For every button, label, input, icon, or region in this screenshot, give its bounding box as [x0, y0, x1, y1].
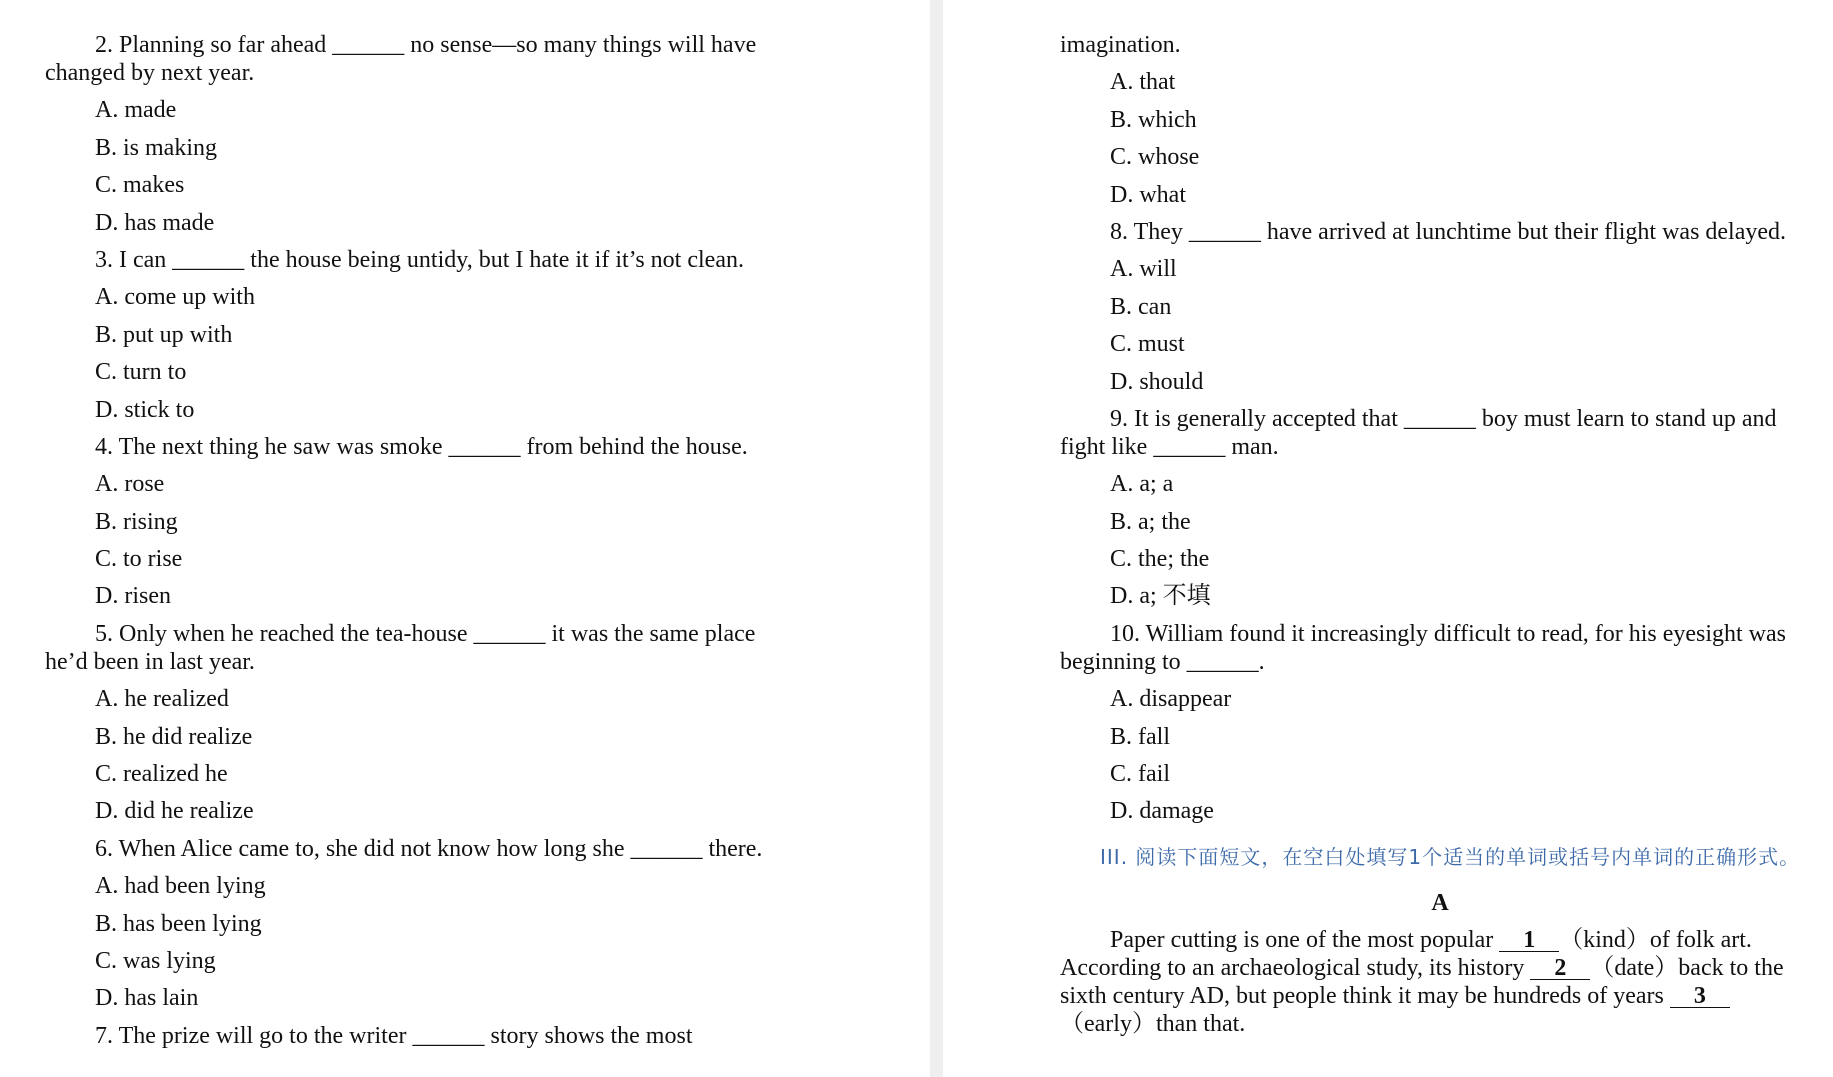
question-5-option-c: C. realized he	[95, 761, 228, 788]
blank-2: 2	[1530, 957, 1590, 980]
question-7-option-b: B. which	[1110, 106, 1197, 133]
left-page-content	[45, 31, 905, 1059]
question-8-option-b: B. can	[1110, 293, 1172, 320]
question-3-option-c: C. turn to	[95, 359, 187, 386]
right-page	[943, 0, 1833, 1077]
passage-line-3	[1060, 982, 1820, 1010]
question-4-option-d: D. risen	[95, 583, 171, 610]
question-7-option-d: D. what	[1110, 181, 1186, 208]
passage-line-1	[1060, 926, 1820, 954]
question-4-option-c: C. to rise	[95, 546, 183, 573]
question-3-option-d: D. stick to	[95, 396, 195, 423]
question-4-stem-line-1: 4. The next thing he saw was smoke ______ from behind the house.	[95, 433, 748, 460]
blank-1: 1	[1499, 929, 1559, 952]
question-10-stem-line-1: 10. William found it increasingly difficult to read, for his eyesight was	[1110, 620, 1787, 647]
question-6-option-b: B. has been lying	[95, 910, 262, 937]
question-9-option-d: D. a; 不填	[1110, 583, 1211, 610]
passage-line-2-text: According to an archaeological study, its history	[1060, 954, 1531, 981]
question-8-option-d: D. should	[1110, 368, 1204, 395]
question-3-stem-line-1: 3. I can ______ the house being untidy, but I hate it if it’s not clean.	[95, 246, 744, 273]
question-4-option-a: A. rose	[95, 471, 165, 498]
question-7-stem	[45, 1022, 905, 1050]
question-8-option-a: A. will	[1110, 256, 1177, 283]
question-3-option-a: A. come up with	[95, 284, 255, 311]
blank-3: 3	[1670, 985, 1730, 1008]
passage-title: A	[1431, 889, 1449, 916]
question-5-option-d: D. did he realize	[95, 798, 254, 825]
question-9-option-a: A. a; a	[1110, 471, 1174, 498]
question-5-option-a: A. he realized	[95, 686, 229, 713]
question-9-stem-line-1: 9. It is generally accepted that ______ boy must learn to stand up and	[1110, 405, 1777, 432]
passage-line-2-tail: （date）back to the	[1590, 954, 1784, 981]
question-5-option-b: B. he did realize	[95, 723, 253, 750]
question-8-stem-line-1: 8. They ______ have arrived at lunchtime but their flight was delayed.	[1110, 218, 1787, 245]
question-9-option-b: B. a; the	[1110, 508, 1191, 535]
question-7-stem-line-1: 7. The prize will go to the writer ______ story shows the most	[95, 1022, 693, 1049]
section-heading: III. 阅读下面短文，在空白处填写1个适当的单词或括号内单词的正确形式。	[1100, 844, 1801, 869]
question-3-option-b: B. put up with	[95, 321, 233, 348]
right-page-content	[1060, 31, 1820, 1038]
question-9-stem	[1060, 405, 1820, 461]
question-2-option-c: C. makes	[95, 172, 185, 199]
question-2-option-b: B. is making	[95, 134, 218, 161]
question-2-option-d: D. has made	[95, 209, 215, 236]
question-10-option-d: D. damage	[1110, 798, 1214, 825]
question-6-stem-line-1: 6. When Alice came to, she did not know how long she ______ there.	[95, 835, 763, 862]
question-4-option-b: B. rising	[95, 508, 178, 535]
question-9-stem-line-2: fight like ______ man.	[1060, 433, 1279, 460]
question-10-option-a: A. disappear	[1110, 686, 1232, 713]
question-5-stem-line-1: 5. Only when he reached the tea-house ______ it was the same place	[95, 620, 756, 647]
question-3-stem	[45, 246, 905, 274]
question-2-stem-line-2: changed by next year.	[45, 60, 255, 86]
passage-line-4-text: （early）than that.	[1060, 1010, 1246, 1037]
question-8-stem	[1060, 218, 1820, 246]
question-5-stem	[45, 620, 905, 676]
passage	[1060, 926, 1820, 1038]
question-10-option-c: C. fail	[1110, 761, 1170, 788]
passage-line-2	[1060, 954, 1820, 982]
question-5-stem-line-2: he’d been in last year.	[45, 648, 255, 675]
question-4-stem	[45, 433, 905, 461]
question-6-stem	[45, 835, 905, 863]
question-7-option-c: C. whose	[1110, 144, 1200, 171]
question-2-stem-line-1: 2. Planning so far ahead ______ no sense—so many things will have	[95, 32, 757, 58]
question-10-option-b: B. fall	[1110, 723, 1170, 750]
question-6-option-c: C. was lying	[95, 947, 216, 974]
passage-line-1-tail: （kind）of folk art.	[1559, 926, 1752, 953]
question-9-option-c: C. the; the	[1110, 546, 1210, 573]
question-10-stem	[1060, 620, 1820, 676]
question-6-option-d: D. has lain	[95, 985, 199, 1012]
passage-line-1-text: Paper cutting is one of the most popular	[1110, 926, 1500, 953]
passage-line-4	[1060, 1010, 1820, 1038]
question-2-stem	[45, 31, 905, 87]
question-7-option-a: A. that	[1110, 69, 1176, 96]
question-10-stem-line-2: beginning to ______.	[1060, 648, 1265, 675]
question-8-option-c: C. must	[1110, 331, 1185, 358]
question-2-option-a: A. made	[95, 97, 177, 124]
question-7-stem-continuation: imagination.	[1060, 32, 1181, 58]
question-6-option-a: A. had been lying	[95, 873, 266, 900]
passage-line-3-text: sixth century AD, but people think it may be hundreds of years	[1060, 982, 1670, 1009]
